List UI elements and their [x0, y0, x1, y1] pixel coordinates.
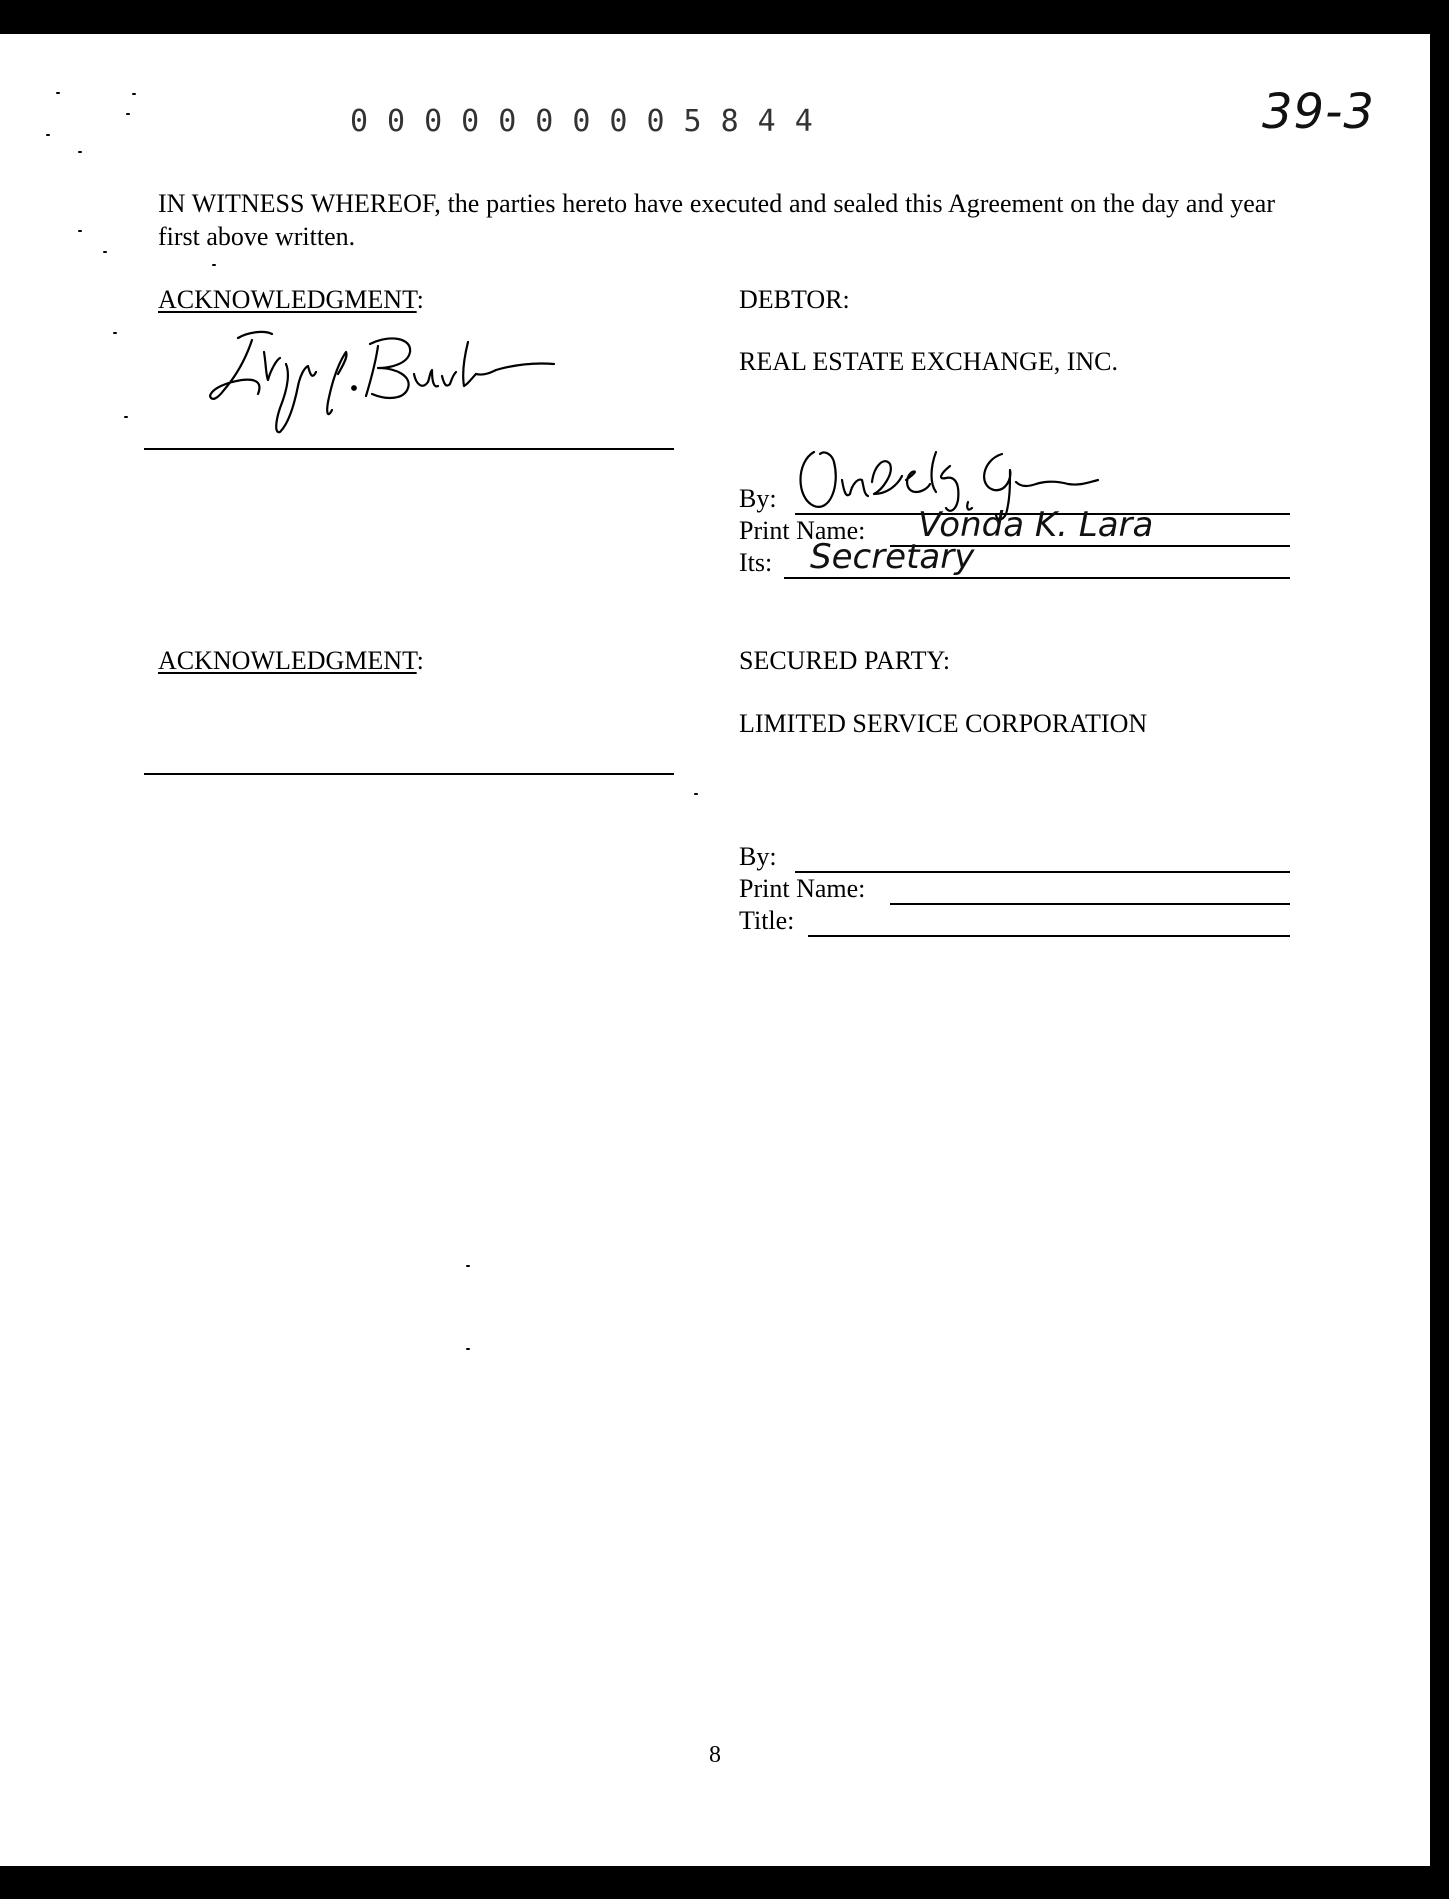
scan-speck	[212, 264, 216, 266]
scan-speck	[103, 251, 107, 253]
scan-speck	[78, 151, 82, 153]
secured-party-print-name-label: Print Name:	[739, 874, 866, 903]
debtor-its-label: Its:	[739, 548, 773, 577]
acknowledgment-signature-1	[200, 324, 580, 444]
debtor-print-name-value: Vonda K. Lara	[918, 505, 1154, 545]
acknowledgment-heading-2: ACKNOWLEDGMENT:	[158, 646, 424, 675]
secured-party-heading: SECURED PARTY:	[739, 646, 951, 675]
acknowledgment-label-1: ACKNOWLEDGMENT	[158, 285, 417, 314]
secured-party-company-name: LIMITED SERVICE CORPORATION	[739, 709, 1148, 738]
debtor-heading: DEBTOR:	[739, 285, 850, 314]
handwritten-page-reference: 39-3	[1262, 84, 1375, 140]
acknowledgment-signature-line-2	[144, 773, 674, 775]
scan-speck	[124, 416, 128, 418]
debtor-company-name: REAL ESTATE EXCHANGE, INC.	[739, 347, 1118, 376]
debtor-by-label: By:	[739, 484, 777, 513]
acknowledgment-label-2: ACKNOWLEDGMENT	[158, 646, 417, 675]
secured-party-title-line[interactable]	[808, 935, 1290, 937]
scan-speck	[78, 230, 82, 232]
scan-speck	[46, 134, 50, 136]
acknowledgment-signature-line-1	[144, 448, 674, 450]
scan-speck	[466, 1265, 470, 1267]
debtor-its-value: Secretary	[810, 537, 975, 577]
page-number: 8	[709, 1742, 721, 1768]
scan-speck	[466, 1348, 470, 1350]
document-page	[0, 34, 1430, 1866]
secured-party-by-label: By:	[739, 842, 777, 871]
secured-party-title-label: Title:	[739, 906, 795, 935]
scan-speck	[132, 93, 136, 95]
scan-speck	[694, 793, 698, 795]
debtor-its-line[interactable]	[784, 577, 1290, 579]
debtor-print-name-label: Print Name:	[739, 516, 866, 545]
witness-clause: IN WITNESS WHEREOF, the parties hereto have executed and sealed this Agreement on the day and year first above written.	[158, 189, 1275, 251]
secured-party-print-name-line[interactable]	[890, 903, 1290, 905]
acknowledgment-heading-1: ACKNOWLEDGMENT:	[158, 285, 424, 314]
scan-speck	[126, 113, 130, 115]
document-stamp-number: 0000000005844	[350, 104, 832, 139]
secured-party-by-line[interactable]	[795, 871, 1290, 873]
scan-speck	[56, 92, 60, 94]
scan-speck	[113, 332, 117, 334]
